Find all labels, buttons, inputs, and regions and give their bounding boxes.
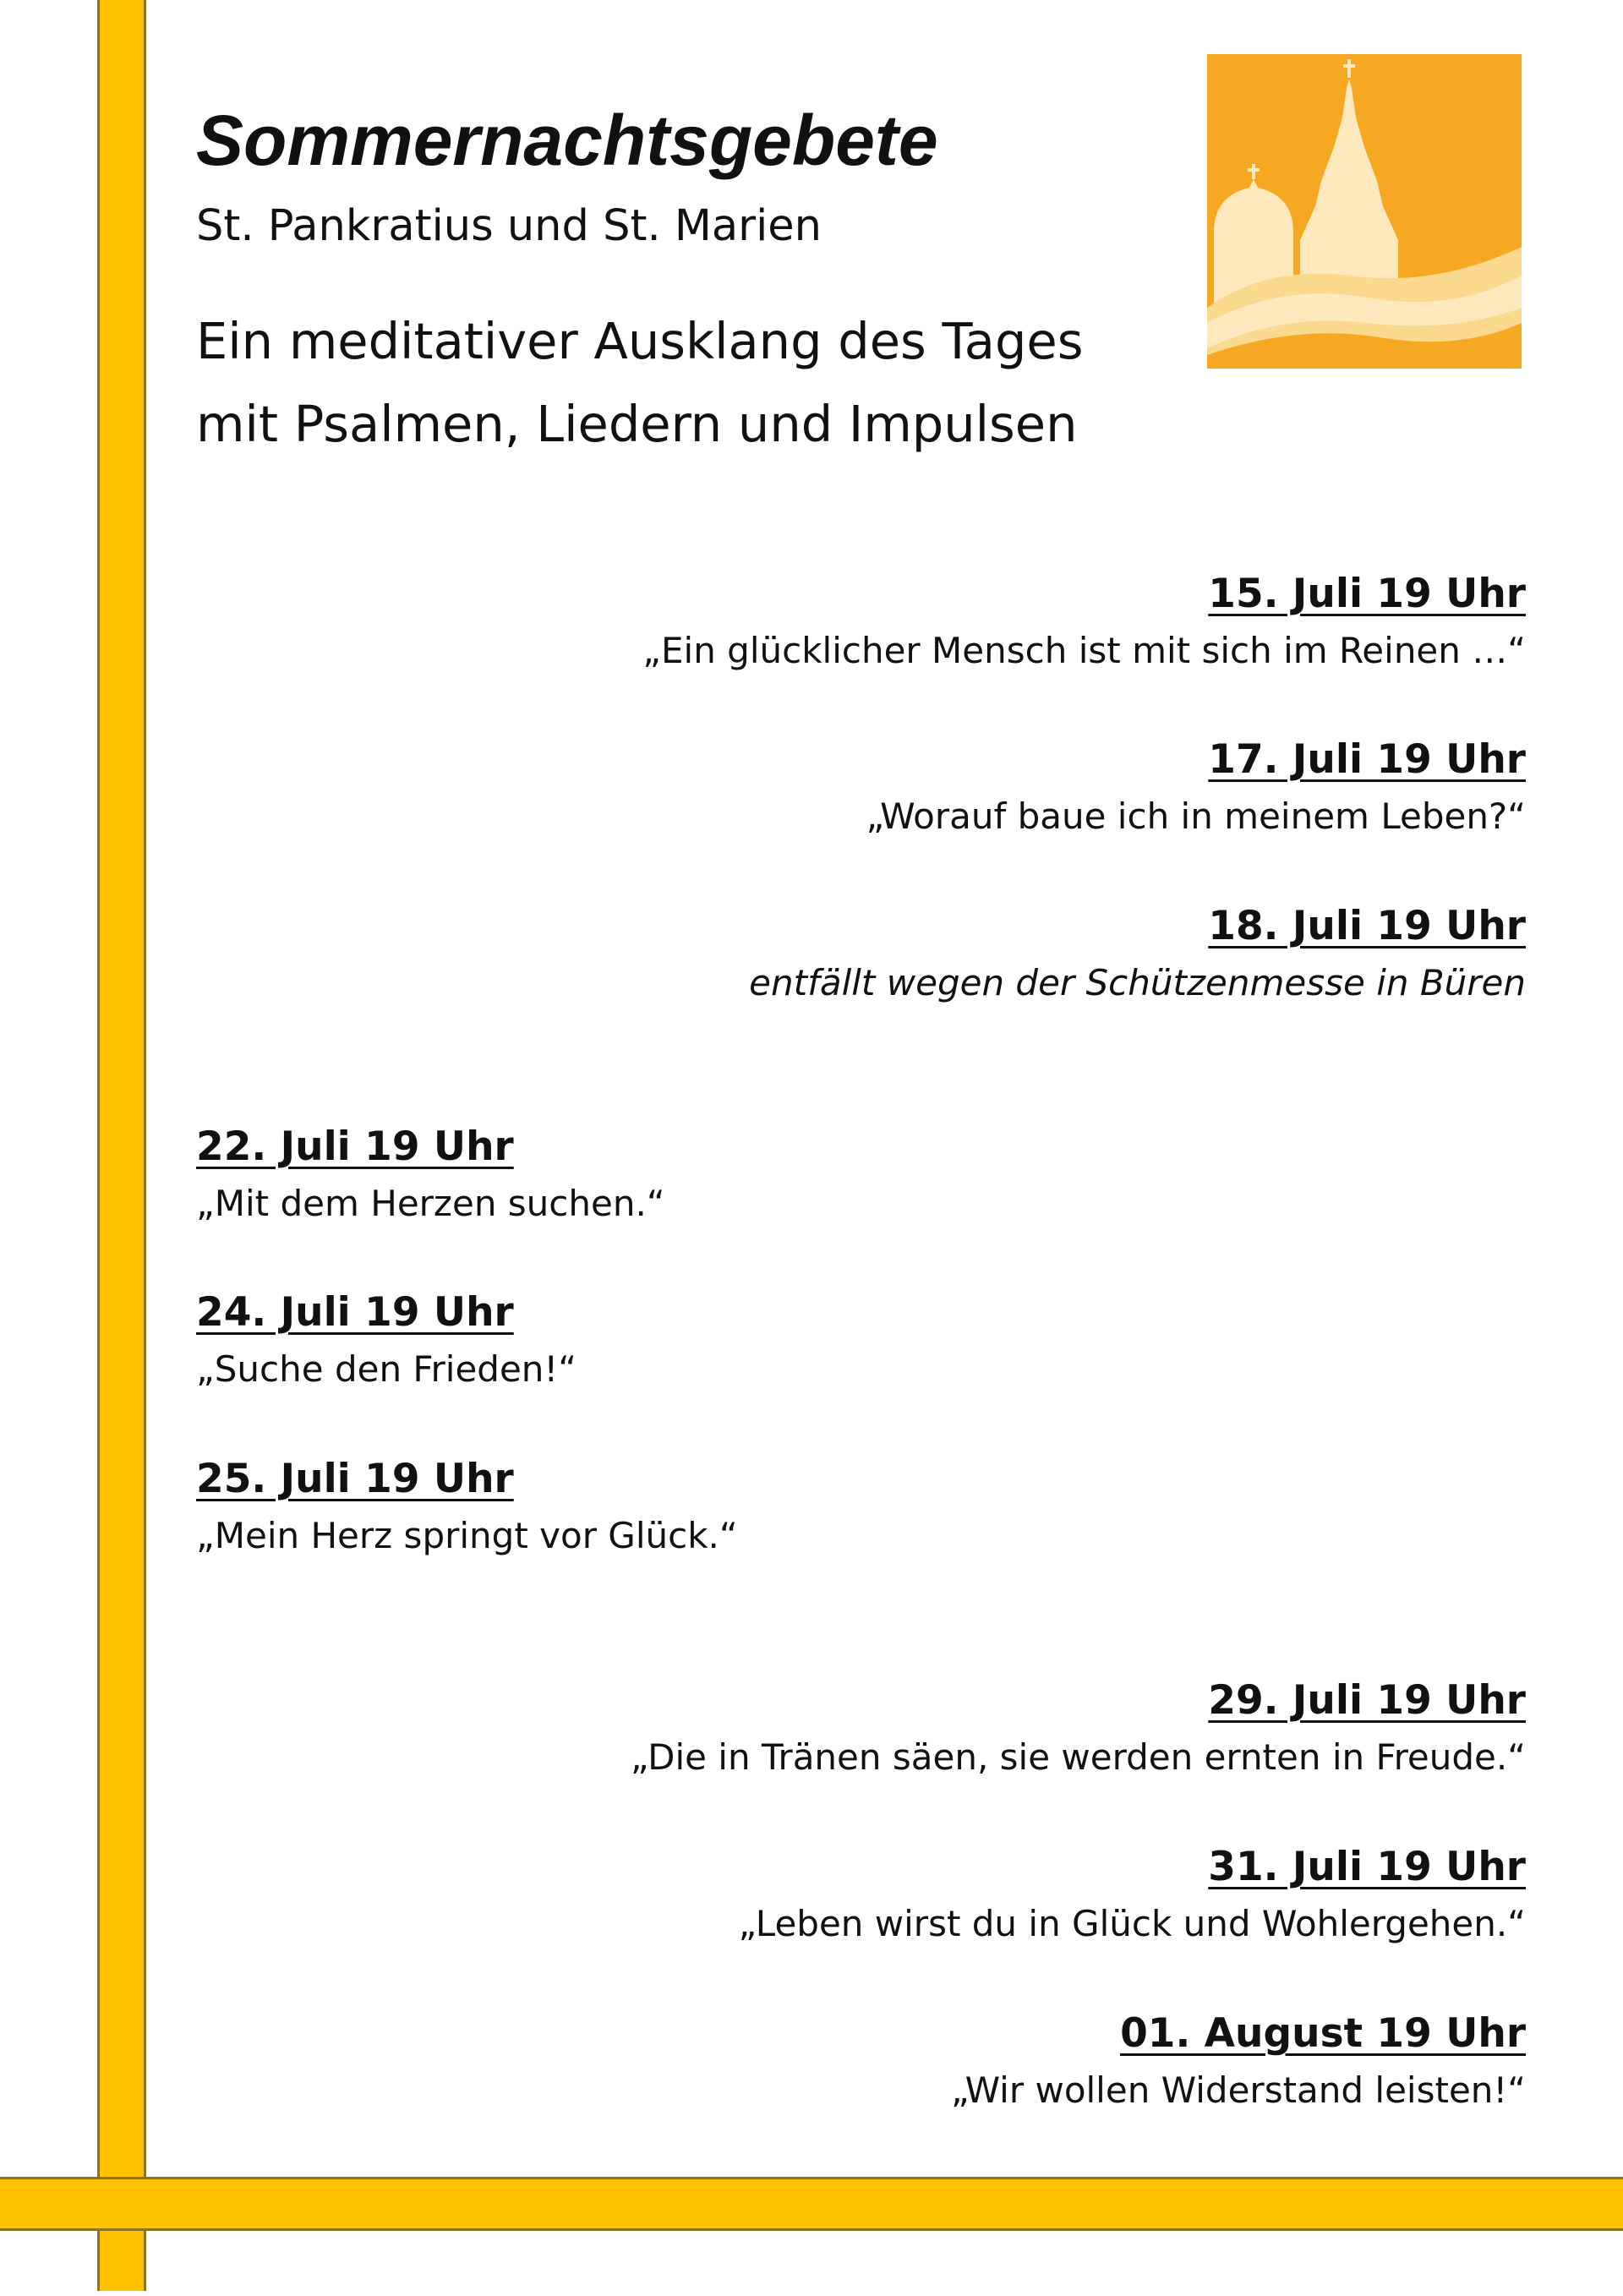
event-date: 15. Juli 19 Uhr [1208, 571, 1526, 617]
event-motto: „Leben wirst du in Glück und Wohlergehen.“ [738, 1903, 1526, 1944]
event-date: 22. Juli 19 Uhr [196, 1123, 514, 1170]
event-motto: „Wir wollen Widerstand leisten!“ [951, 2069, 1526, 2111]
event-item [951, 2008, 1526, 2116]
event-item [642, 568, 1526, 676]
intro-line-1: Ein meditativer Ausklang des Tages [196, 312, 1084, 370]
event-cancellation-note: entfällt wegen der Schützenmesse in Büren [749, 962, 1526, 1003]
event-date: 17. Juli 19 Uhr [1208, 736, 1526, 783]
page-title: Sommernachtsgebete [196, 101, 938, 180]
event-item [196, 1287, 577, 1395]
event-motto: „Mit dem Herzen suchen.“ [196, 1183, 665, 1224]
event-motto: „Suche den Frieden!“ [196, 1348, 577, 1390]
event-date: 01. August 19 Uhr [1120, 2010, 1526, 2057]
event-date: 18. Juli 19 Uhr [1208, 903, 1526, 949]
event-item [739, 1841, 1526, 1949]
church-logo-icon [1207, 54, 1522, 369]
event-motto: „Ein glücklicher Mensch ist mit sich im Reinen …“ [642, 630, 1526, 671]
event-item [866, 734, 1527, 842]
event-item [631, 1675, 1526, 1783]
event-item [749, 900, 1526, 1009]
event-item [196, 1121, 665, 1229]
event-motto: „Die in Tränen säen, sie werden ernten in Freude.“ [630, 1736, 1526, 1778]
event-motto: „Worauf baue ich in meinem Leben?“ [866, 795, 1526, 837]
horizontal-accent-bar [0, 2177, 1623, 2231]
event-motto: „Mein Herz springt vor Glück.“ [196, 1515, 738, 1556]
event-date: 29. Juli 19 Uhr [1208, 1677, 1526, 1724]
parish-subtitle: St. Pankratius und St. Marien [196, 201, 822, 251]
event-item [196, 1453, 738, 1561]
vertical-accent-bar [97, 0, 146, 2291]
event-date: 31. Juli 19 Uhr [1208, 1844, 1526, 1890]
event-date: 25. Juli 19 Uhr [196, 1456, 514, 1502]
event-date: 24. Juli 19 Uhr [196, 1289, 514, 1336]
intro-line-2: mit Psalmen, Liedern und Impulsen [196, 395, 1078, 453]
